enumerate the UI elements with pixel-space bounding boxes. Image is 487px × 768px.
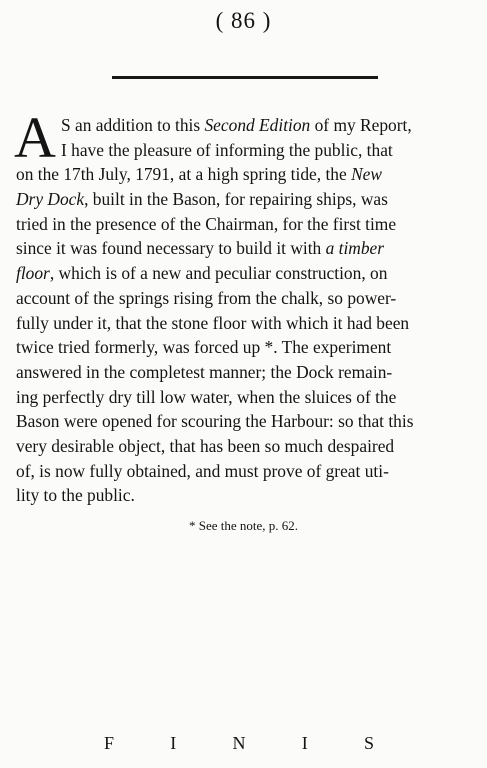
text-line: fully under it, that the stone floor with which it had been bbox=[16, 312, 410, 333]
page-number: ( 86 ) bbox=[215, 8, 272, 33]
text-line: very desirable object, that has been so much despaired bbox=[16, 435, 395, 456]
drop-cap: A bbox=[14, 105, 56, 170]
finis-letter: S bbox=[363, 733, 374, 753]
text-line: account of the springs rising from the chalk, so power- bbox=[16, 287, 397, 308]
finis-letter: F bbox=[104, 733, 115, 753]
text-line: lity to the public. bbox=[16, 485, 135, 506]
text-line: on the 17th July, 1791, at a high spring tide, the New bbox=[16, 164, 382, 185]
text-line: S an addition to this Second Edition of my Report, bbox=[61, 115, 412, 135]
text-line: tried in the presence of the Chairman, for the first time bbox=[16, 213, 397, 234]
text-line: answered in the completest manner; the Dock remain- bbox=[16, 361, 393, 382]
finis-letter: I bbox=[170, 733, 177, 753]
text-line: floor, which is of a new and peculiar construction, on bbox=[16, 263, 388, 284]
paragraph bbox=[14, 105, 478, 508]
text-line: I have the pleasure of informing the public, that bbox=[61, 139, 393, 160]
finis-heading bbox=[104, 733, 374, 754]
text-line: Bason were opened for scouring the Harbour: so that this bbox=[16, 411, 414, 432]
footnote: * See the note, p. 62. bbox=[188, 518, 299, 533]
finis-letter: N bbox=[232, 733, 246, 753]
text-line: ing perfectly dry till low water, when the sluices of the bbox=[16, 386, 397, 407]
text-line: of, is now fully obtained, and must prove of great uti- bbox=[16, 460, 389, 481]
finis-letter: I bbox=[301, 733, 308, 753]
text-line: Dry Dock, built in the Bason, for repairing ships, was bbox=[16, 189, 388, 210]
text-line: since it was found necessary to build it with a timber bbox=[16, 238, 385, 259]
header-rule bbox=[112, 76, 378, 79]
text-line: twice tried formerly, was forced up *. The experiment bbox=[16, 337, 392, 358]
